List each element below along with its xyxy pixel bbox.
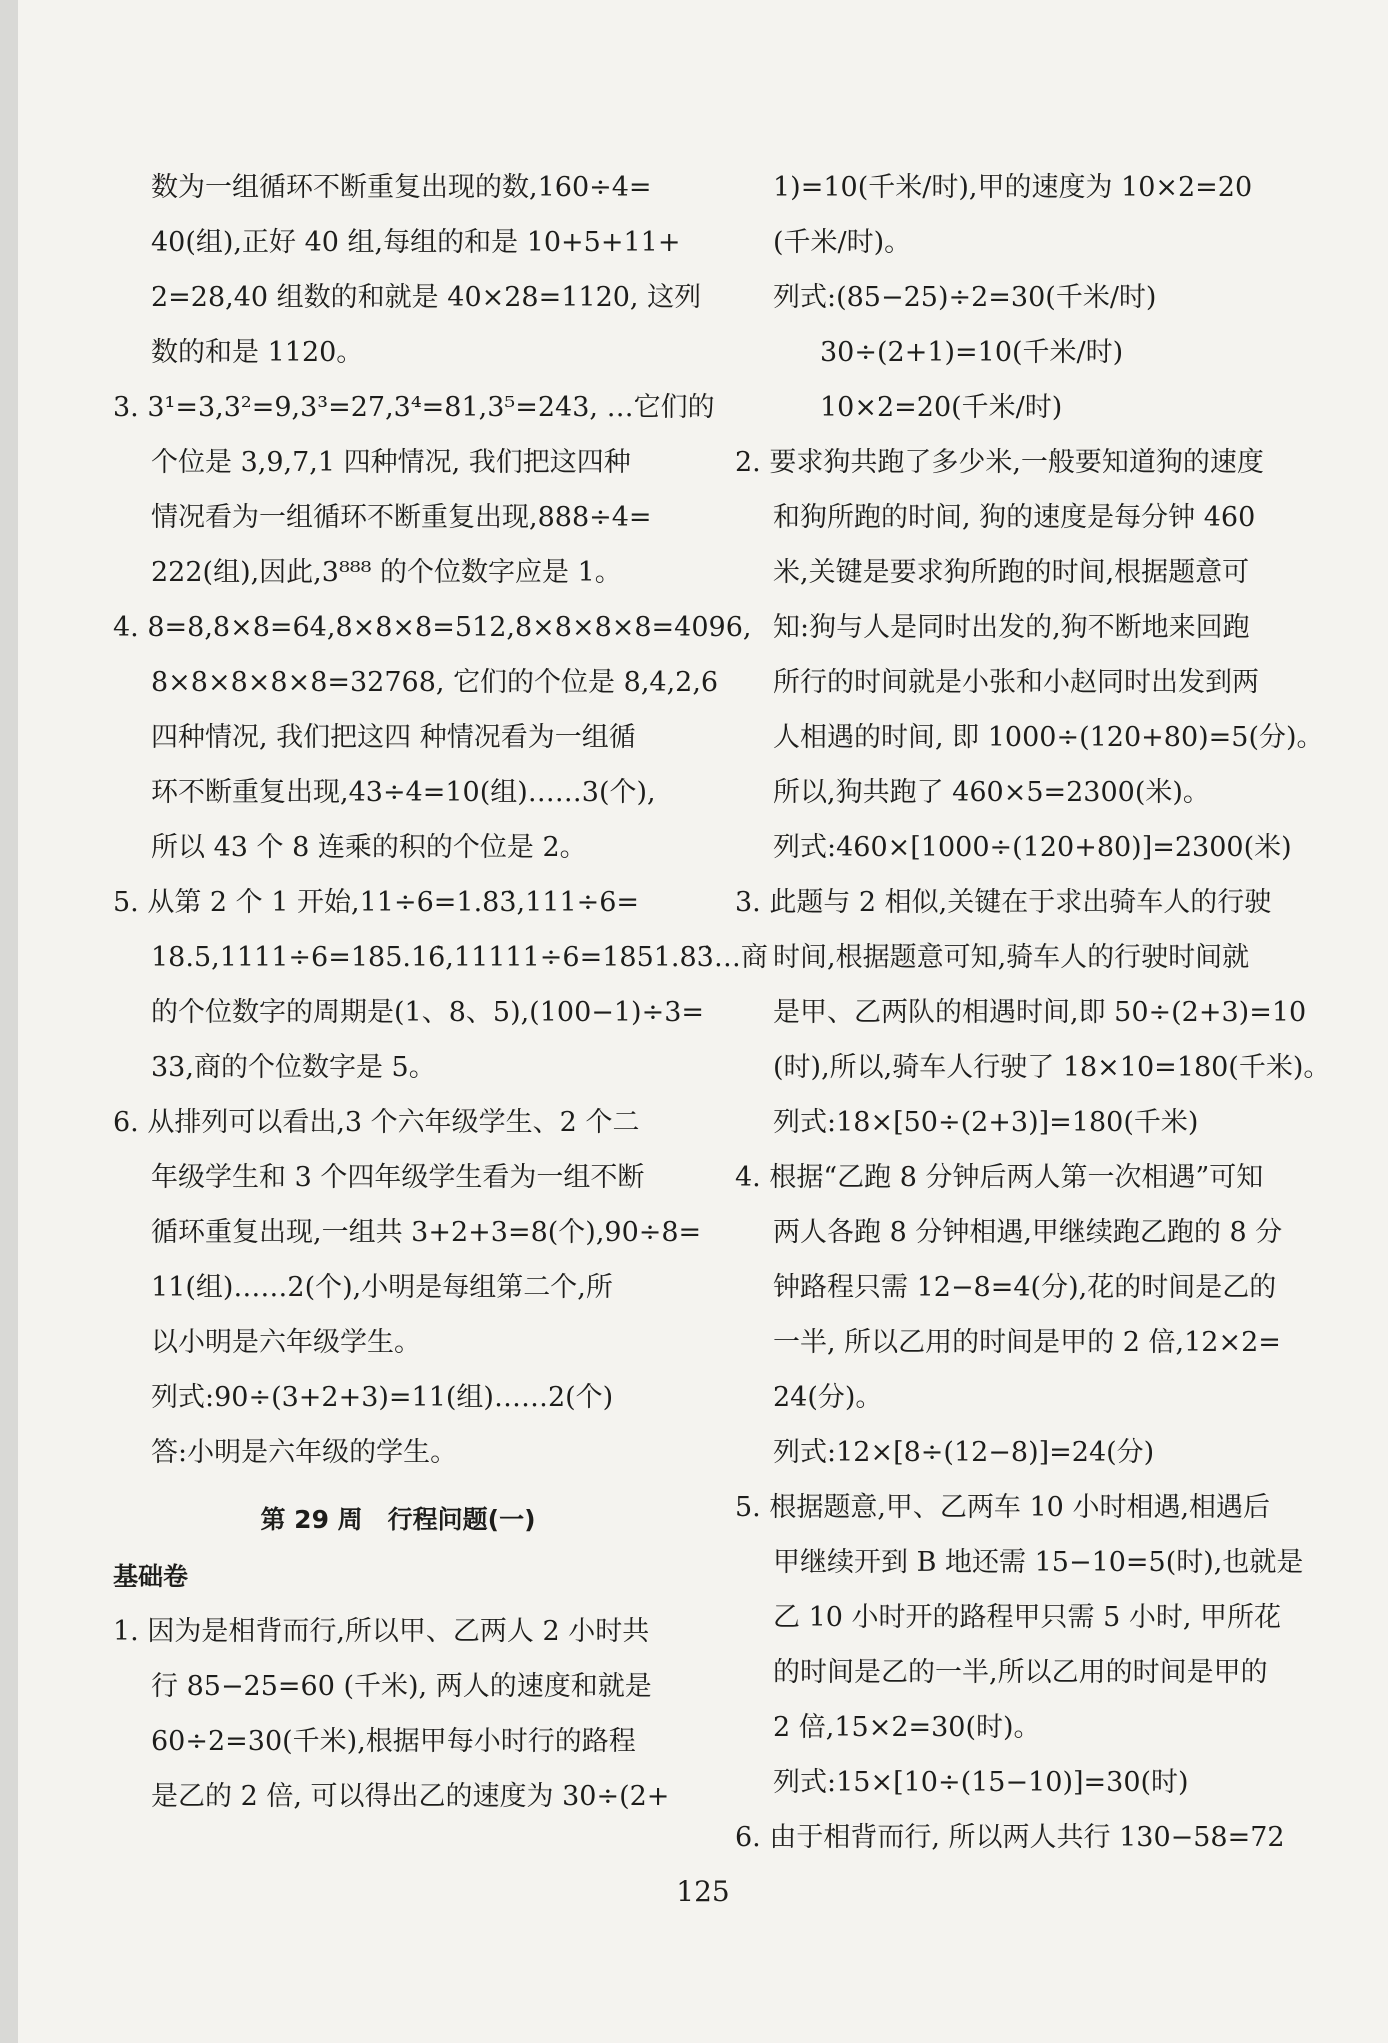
text-line: 4. 根据“乙跑 8 分钟后两人第一次相遇”可知 xyxy=(735,1162,1264,1193)
text-line: (时),所以,骑车人行驶了 18×10=180(千米)。 xyxy=(773,1052,1331,1083)
text-line: 一半, 所以乙用的时间是甲的 2 倍,12×2= xyxy=(773,1327,1281,1358)
text-line: 答:小明是六年级的学生。 xyxy=(151,1437,458,1468)
text-line: 40(组),正好 40 组,每组的和是 10+5+11+ xyxy=(151,227,681,258)
text-line: 所以 43 个 8 连乘的积的个位是 2。 xyxy=(151,832,587,863)
text-line: 2=28,40 组数的和就是 40×28=1120, 这列 xyxy=(151,282,702,313)
text-line: (千米/时)。 xyxy=(773,227,912,258)
text-line: 18.5,1111÷6=185.16̇,11111÷6=1851.83̇…商 xyxy=(151,942,768,973)
right-column xyxy=(735,160,1331,1865)
text-line: 8×8×8×8×8=32768, 它们的个位是 8,4,2,6 xyxy=(151,667,719,698)
text-line: 数的和是 1120。 xyxy=(151,337,364,368)
text-line: 列式:18×[50÷(2+3)]=180(千米) xyxy=(773,1107,1199,1138)
text-line: 6. 从排列可以看出,3 个六年级学生、2 个二 xyxy=(113,1107,640,1138)
text-line: 甲继续开到 B 地还需 15−10=5(时),也就是 xyxy=(773,1547,1304,1578)
text-line: 个位是 3,9,7,1 四种情况, 我们把这四种 xyxy=(151,447,631,478)
section-heading: 第 29 周 行程问题(一) xyxy=(260,1505,536,1534)
text-line: 人相遇的时间, 即 1000÷(120+80)=5(分)。 xyxy=(773,722,1324,753)
text-line: 环不断重复出现,43÷4=10(组)……3(个), xyxy=(151,777,656,808)
text-line: 1. 因为是相背而行,所以甲、乙两人 2 小时共 xyxy=(113,1616,650,1647)
text-line: 3. 此题与 2 相似,关键在于求出骑车人的行驶 xyxy=(735,887,1272,918)
text-line: 钟路程只需 12−8=4(分),花的时间是乙的 xyxy=(773,1272,1277,1303)
text-line: 是乙的 2 倍, 可以得出乙的速度为 30÷(2+ xyxy=(151,1781,670,1812)
text-line: 年级学生和 3 个四年级学生看为一组不断 xyxy=(151,1162,645,1193)
text-line: 以小明是六年级学生。 xyxy=(151,1327,421,1358)
text-line: 是甲、乙两队的相遇时间,即 50÷(2+3)=10 xyxy=(773,997,1307,1028)
text-line: 米,关键是要求狗所跑的时间,根据题意可 xyxy=(773,557,1250,588)
text-line: 所行的时间就是小张和小赵同时出发到两 xyxy=(773,667,1259,698)
text-line: 5. 从第 2 个 1 开始,11÷6=1.83̇,111÷6= xyxy=(113,887,640,918)
text-line: 两人各跑 8 分钟相遇,甲继续跑乙跑的 8 分 xyxy=(773,1217,1283,1248)
text-line: 列式:460×[1000÷(120+80)]=2300(米) xyxy=(773,832,1292,863)
text-line: 2 倍,15×2=30(时)。 xyxy=(773,1712,1041,1743)
text-line: 10×2=20(千米/时) xyxy=(820,392,1063,423)
right-text-block xyxy=(735,160,1331,1865)
left-column xyxy=(113,160,768,1824)
text-line: 乙 10 小时开的路程甲只需 5 小时, 甲所花 xyxy=(773,1602,1282,1633)
text-line: 列式:90÷(3+2+3)=11(组)……2(个) xyxy=(151,1382,614,1413)
text-line: 5. 根据题意,甲、乙两车 10 小时相遇,相遇后 xyxy=(735,1492,1271,1523)
text-line: 的时间是乙的一半,所以乙用的时间是甲的 xyxy=(773,1657,1268,1688)
text-line: 四种情况, 我们把这四 种情况看为一组循 xyxy=(151,722,636,753)
text-line: 列式:12×[8÷(12−8)]=24(分) xyxy=(773,1437,1155,1468)
text-line: 循环重复出现,一组共 3+2+3=8(个),90÷8= xyxy=(151,1217,702,1248)
text-line: 33,商的个位数字是 5。 xyxy=(151,1052,436,1083)
left-text-block-after xyxy=(113,1604,683,1824)
text-line: 知:狗与人是同时出发的,狗不断地来回跑 xyxy=(773,612,1250,643)
text-line: 的个位数字的周期是(1、8、5),(100−1)÷3= xyxy=(151,997,705,1028)
text-line: 列式:(85−25)÷2=30(千米/时) xyxy=(773,282,1157,313)
text-line: 行 85−25=60 (千米), 两人的速度和就是 xyxy=(151,1671,652,1702)
text-line: 30÷(2+1)=10(千米/时) xyxy=(820,337,1124,368)
text-line: 所以,狗共跑了 460×5=2300(米)。 xyxy=(773,777,1210,808)
section-label: 基础卷 xyxy=(113,1562,189,1591)
left-text-block xyxy=(113,160,768,1480)
text-line: 2. 要求狗共跑了多少米,一般要知道狗的速度 xyxy=(735,447,1264,478)
text-line: 3. 3¹=3,3²=9,3³=27,3⁴=81,3⁵=243, …它们的 xyxy=(113,392,715,423)
text-line: 和狗所跑的时间, 狗的速度是每分钟 460 xyxy=(773,502,1256,533)
text-line: 情况看为一组循环不断重复出现,888÷4= xyxy=(151,502,652,533)
page-number: 125 xyxy=(676,1875,730,1908)
text-line: 60÷2=30(千米),根据甲每小时行的路程 xyxy=(151,1726,636,1757)
text-line: 6. 由于相背而行, 所以两人共行 130−58=72 xyxy=(735,1822,1285,1853)
text-line: 4. 8=8,8×8=64,8×8×8=512,8×8×8×8=4096, xyxy=(113,612,752,643)
text-line: 24(分)。 xyxy=(773,1382,883,1413)
text-line: 222(组),因此,3⁸⁸⁸ 的个位数字应是 1。 xyxy=(151,557,622,588)
text-line: 11(组)……2(个),小明是每组第二个,所 xyxy=(151,1272,613,1303)
text-line: 数为一组循环不断重复出现的数,160÷4= xyxy=(151,172,652,203)
page xyxy=(18,0,1388,2043)
text-line: 列式:15×[10÷(15−10)]=30(时) xyxy=(773,1767,1189,1798)
text-line: 1)=10(千米/时),甲的速度为 10×2=20 xyxy=(773,172,1253,203)
text-line: 时间,根据题意可知,骑车人的行驶时间就 xyxy=(773,942,1250,973)
